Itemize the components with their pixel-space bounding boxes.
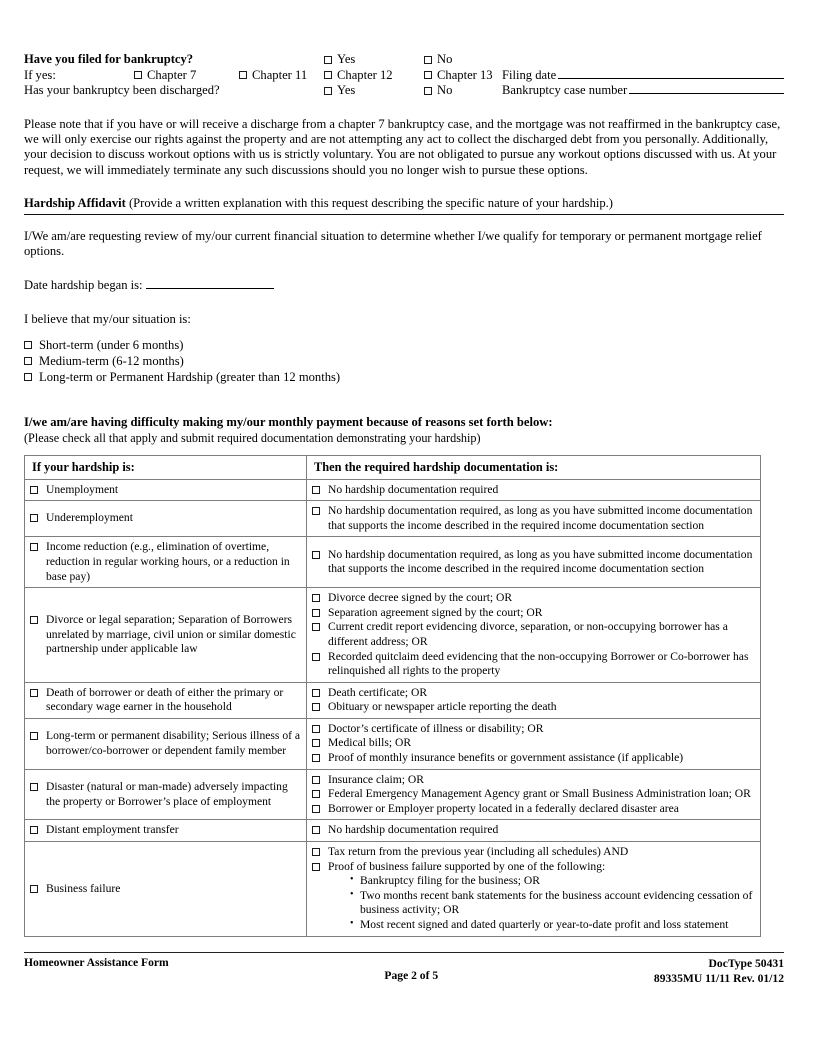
checkbox-icon[interactable] [312, 848, 320, 856]
hardship-label: Unemployment [46, 482, 119, 496]
documentation-cell [307, 842, 761, 937]
chapter-12-label: Chapter 12 [337, 67, 393, 82]
checkbox-icon[interactable] [30, 486, 38, 494]
table-head [25, 455, 761, 479]
checkbox-icon[interactable] [30, 514, 38, 522]
spacer [24, 178, 784, 196]
checkbox-icon[interactable] [312, 609, 320, 617]
checkbox-icon[interactable] [239, 71, 247, 79]
hardship-option[interactable] [30, 686, 302, 715]
table-row [25, 588, 761, 683]
list-item: • Most recent signed and dated quarterly or year-to-date profit and loss statement [350, 918, 756, 933]
checkbox-icon[interactable] [134, 71, 142, 79]
table-row [25, 501, 761, 537]
checkbox-icon[interactable] [312, 863, 320, 871]
checkbox-icon[interactable] [312, 594, 320, 602]
discharged-question-label: Has your bankruptcy been discharged? [24, 83, 220, 97]
footer-revision: 89335MU 11/11 Rev. 01/12 [653, 972, 784, 985]
bankruptcy-filed-no-label: No [437, 52, 453, 66]
table-row [25, 537, 761, 588]
documentation-label: Insurance claim; OR [328, 772, 424, 786]
discharged-no-label: No [437, 83, 453, 97]
difficulty-subheading: (Please check all that apply and submit required documentation demonstrating your hardship) [24, 430, 481, 445]
bankruptcy-discharged-row [24, 83, 784, 99]
bankruptcy-question-label: Have you filed for bankruptcy? [24, 52, 194, 66]
situation-options-list [24, 337, 784, 385]
hardship-documentation-table [24, 455, 761, 937]
situation-prompt-label: I believe that my/our situation is: [24, 311, 191, 326]
documentation-cell [307, 682, 761, 718]
documentation-option[interactable] [312, 504, 756, 533]
hardship-cell [25, 537, 307, 588]
documentation-cell [307, 718, 761, 769]
spacer [24, 215, 784, 229]
hardship-option[interactable] [30, 540, 302, 584]
bankruptcy-filed-yes-label: Yes [337, 52, 356, 66]
situation-option-label: Medium-term (6-12 months) [39, 354, 184, 369]
page-footer [24, 952, 784, 986]
checkbox-icon[interactable] [312, 507, 320, 515]
checkbox-icon[interactable] [312, 551, 320, 559]
footer-divider [24, 952, 784, 953]
spacer [24, 385, 784, 415]
hardship-cell [25, 588, 307, 683]
spacer [24, 259, 784, 277]
documentation-cell [307, 501, 761, 537]
documentation-label: Federal Emergency Management Agency grant or Small Business Administration loan; OR [328, 787, 751, 801]
documentation-option[interactable] [312, 823, 756, 838]
bankruptcy-chapters-row [24, 68, 784, 84]
table-row [25, 682, 761, 718]
checkbox-icon[interactable] [30, 885, 38, 893]
hardship-cell [25, 718, 307, 769]
hardship-option[interactable] [30, 729, 302, 758]
documentation-option[interactable] [312, 736, 756, 751]
situation-option-label: Short-term (under 6 months) [39, 338, 184, 353]
documentation-option[interactable] [312, 845, 756, 860]
documentation-cell [307, 769, 761, 820]
hardship-cell [25, 479, 307, 501]
hardship-cell [25, 682, 307, 718]
documentation-label: Proof of business failure supported by one of the following: [328, 859, 606, 873]
date-hardship-began-label: Date hardship began is: [24, 278, 143, 293]
checkbox-icon[interactable] [324, 71, 332, 79]
documentation-option[interactable] [312, 751, 756, 766]
chapter-7-option[interactable] [134, 68, 239, 84]
checkbox-icon[interactable] [312, 776, 320, 784]
hardship-affidavit-heading [24, 196, 784, 211]
bankruptcy-filed-no-option[interactable] [424, 52, 524, 68]
documentation-option[interactable] [312, 722, 756, 737]
situation-option-long-term[interactable] [24, 369, 784, 385]
table-header-row [25, 455, 761, 479]
bankruptcy-section [24, 52, 784, 99]
situation-option-label: Long-term or Permanent Hardship (greater than 12 months) [39, 370, 341, 385]
documentation-label: Obituary or newspaper article reporting the death [328, 700, 557, 714]
hardship-option[interactable] [30, 882, 302, 897]
page-content [24, 52, 784, 937]
documentation-option[interactable] [312, 591, 756, 606]
documentation-option[interactable] [312, 650, 756, 679]
documentation-label: Death certificate; OR [328, 685, 428, 699]
documentation-label: Recorded quitclaim deed evidencing that the non-occupying Borrower or Co-borrower has relinquished all rights to the property [328, 649, 749, 678]
table-header-hardship: If your hardship is: [25, 455, 307, 479]
hardship-affidavit-title: Hardship Affidavit [24, 196, 126, 211]
date-hardship-began-row [24, 277, 784, 293]
discharged-no-option[interactable] [424, 83, 502, 99]
documentation-label: Doctor’s certificate of illness or disability; OR [328, 721, 544, 735]
checkbox-icon[interactable] [312, 653, 320, 661]
documentation-option[interactable] [312, 483, 756, 498]
hardship-option[interactable] [30, 483, 302, 498]
documentation-label: Proof of monthly insurance benefits or government assistance (if applicable) [328, 751, 684, 765]
checkbox-icon[interactable] [30, 689, 38, 697]
if-yes-label: If yes: [24, 67, 56, 82]
documentation-option[interactable] [312, 773, 756, 788]
table-row [25, 479, 761, 501]
documentation-label: No hardship documentation required, as long as you have submitted income documentation that supports the income described in the required income documentation section [328, 504, 753, 532]
documentation-option[interactable] [312, 700, 756, 715]
footer-content [24, 956, 784, 986]
situation-option-medium-term[interactable] [24, 353, 784, 369]
case-number-input[interactable] [629, 83, 784, 94]
documentation-cell [307, 537, 761, 588]
case-number-group [502, 83, 784, 99]
chapter-11-label: Chapter 11 [252, 67, 308, 82]
hardship-label: Business failure [46, 881, 121, 895]
difficulty-heading: I/we am/are having difficulty making my/our monthly payment because of reasons set forth below: [24, 415, 553, 430]
checkbox-icon[interactable] [312, 689, 320, 697]
hardship-label: Distant employment transfer [46, 823, 179, 837]
hardship-label: Divorce or legal separation; Separation of Borrowers unrelated by marriage, civil union or similar domestic partnership under applicable law [46, 613, 296, 656]
table-row [25, 842, 761, 937]
filing-date-group [502, 68, 784, 84]
table-row [25, 769, 761, 820]
checkbox-icon[interactable] [312, 790, 320, 798]
footer-page-number: Page 2 of 5 [384, 969, 439, 982]
table-header-documentation: Then the required hardship documentation is: [307, 455, 761, 479]
documentation-label: No hardship documentation required [328, 482, 499, 496]
table-body [25, 479, 761, 936]
documentation-option[interactable] [312, 548, 756, 577]
hardship-option[interactable] [30, 511, 302, 526]
checkbox-icon[interactable] [24, 341, 32, 349]
chapter-13-label: Chapter 13 [437, 67, 493, 82]
documentation-label: Separation agreement signed by the court; OR [328, 605, 543, 619]
bankruptcy-question-row [24, 52, 784, 68]
hardship-label: Underemployment [46, 511, 133, 525]
discharged-yes-option[interactable] [324, 83, 424, 99]
spacer [24, 294, 784, 312]
footer-form-name: Homeowner Assistance Form [24, 956, 169, 969]
hardship-affidavit-subtitle: (Provide a written explanation with this request describing the specific nature of your hardship.) [125, 196, 613, 211]
documentation-cell [307, 588, 761, 683]
situation-option-short-term[interactable] [24, 337, 784, 353]
chapter-13-option[interactable] [424, 68, 502, 84]
hardship-label: Income reduction (e.g., elimination of overtime, reduction in regular working hours, or a reduction in base pay) [46, 540, 290, 583]
table-row [25, 718, 761, 769]
hardship-cell [25, 769, 307, 820]
checkbox-icon[interactable] [312, 703, 320, 711]
checkbox-icon[interactable] [312, 486, 320, 494]
chapter-7-label: Chapter 7 [147, 67, 197, 82]
list-item: • Bankruptcy filing for the business; OR [350, 874, 756, 889]
checkbox-icon[interactable] [312, 739, 320, 747]
documentation-label: Tax return from the previous year (including all schedules) AND [328, 845, 629, 859]
hardship-option[interactable] [30, 780, 302, 809]
filing-date-label: Filing date [502, 67, 557, 82]
checkbox-icon[interactable] [424, 87, 432, 95]
documentation-label: Medical bills; OR [328, 736, 412, 750]
checkbox-icon[interactable] [24, 357, 32, 365]
documentation-cell [307, 479, 761, 501]
checkbox-icon[interactable] [30, 543, 38, 551]
footer-doctype: DocType 50431 [708, 957, 784, 970]
hardship-cell [25, 501, 307, 537]
documentation-label: No hardship documentation required [328, 823, 499, 837]
checkbox-icon[interactable] [312, 725, 320, 733]
checkbox-icon[interactable] [312, 623, 320, 631]
documentation-option[interactable] [312, 606, 756, 621]
documentation-option[interactable] [312, 620, 756, 649]
bankruptcy-notice-paragraph: Please note that if you have or will receive a discharge from a chapter 7 bankruptcy case, and the mortgage was not reaffirmed in the bankruptcy case, we will only exercise our rights against the property and are not attempting any act to collect the discharged debt from you personally. Additionally, your decision to discuss workout options with us is strictly voluntary. You are not obligated to pursue any workout options discussed with us. At your request, we will immediately terminate any such discussions should you no longer wish to pursue these options. [24, 116, 781, 177]
checkbox-icon[interactable] [312, 826, 320, 834]
checkbox-icon[interactable] [324, 87, 332, 95]
documentation-label: Divorce decree signed by the court; OR [328, 591, 513, 605]
documentation-label: Borrower or Employer property located in a federally declared disaster area [328, 801, 679, 815]
list-item: • Two months recent bank statements for the business account evidencing cessation of business activity; OR [350, 889, 756, 918]
checkbox-icon[interactable] [312, 805, 320, 813]
hardship-option[interactable] [30, 823, 302, 838]
filing-date-input[interactable] [558, 68, 784, 79]
hardship-label: Long-term or permanent disability; Serious illness of a borrower/co-borrower or dependent family member [46, 729, 301, 757]
checkbox-icon[interactable] [30, 826, 38, 834]
documentation-label: No hardship documentation required, as long as you have submitted income documentation that supports the income described in the required income documentation section [328, 547, 753, 576]
checkbox-icon[interactable] [424, 56, 432, 64]
checkbox-icon[interactable] [424, 71, 432, 79]
documentation-cell [307, 820, 761, 842]
checkbox-icon[interactable] [324, 56, 332, 64]
footer-doc-info [654, 956, 784, 986]
documentation-option[interactable] [312, 802, 756, 817]
documentation-option[interactable] [312, 686, 756, 701]
table-row [25, 820, 761, 842]
bankruptcy-filed-yes-option[interactable] [324, 52, 424, 68]
checkbox-icon[interactable] [24, 373, 32, 381]
hardship-label: Death of borrower or death of either the primary or secondary wage earner in the household [46, 685, 284, 714]
discharged-yes-label: Yes [337, 83, 356, 97]
documentation-sublist [312, 874, 756, 932]
hardship-label: Disaster (natural or man-made) adversely impacting the property or Borrower’s place of employment [46, 779, 288, 808]
chapter-12-option[interactable] [324, 68, 424, 84]
documentation-label: Current credit report evidencing divorce, separation, or non-occupying borrower has a different address; OR [328, 620, 728, 648]
review-request-paragraph: I/We am/are requesting review of my/our current financial situation to determine whether I/we qualify for temporary or permanent mortgage relief options. [24, 228, 762, 258]
checkbox-icon[interactable] [30, 732, 38, 740]
date-hardship-began-input[interactable] [146, 277, 274, 289]
hardship-cell [25, 820, 307, 842]
hardship-cell [25, 842, 307, 937]
spacer [24, 327, 784, 337]
documentation-option[interactable] [312, 860, 756, 875]
checkbox-icon[interactable] [30, 783, 38, 791]
checkbox-icon[interactable] [312, 754, 320, 762]
spacer [24, 99, 784, 117]
documentation-option[interactable] [312, 787, 756, 802]
case-number-label: Bankruptcy case number [502, 83, 628, 97]
checkbox-icon[interactable] [30, 616, 38, 624]
chapter-11-option[interactable] [239, 68, 324, 84]
hardship-option[interactable] [30, 613, 302, 657]
